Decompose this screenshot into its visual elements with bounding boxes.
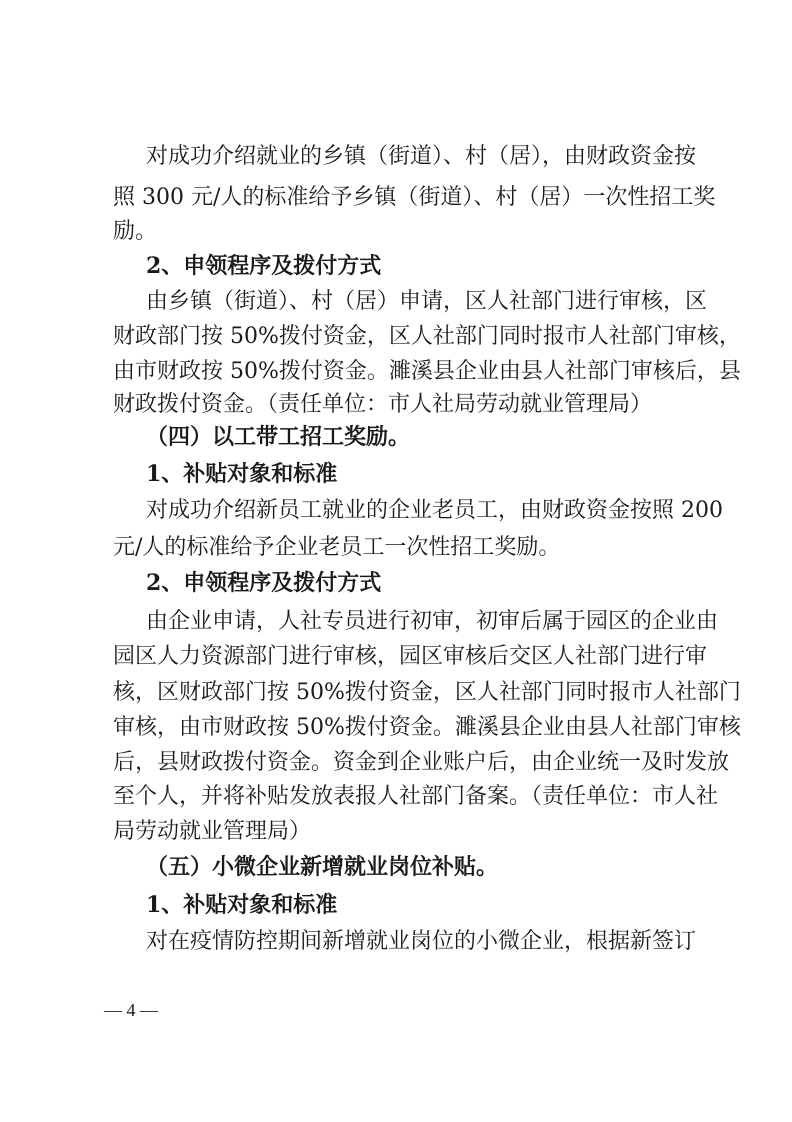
paragraph-line: 由乡镇（街道）、村（居）申请，区人社部门进行审核，区	[146, 289, 708, 314]
paragraph-line: 元/人的标准给予企业老员工一次性招工奖励。	[113, 535, 561, 560]
paragraph-line: 对成功介绍新员工就业的企业老员工，由财政资金按照 200	[146, 498, 723, 523]
paragraph-line: 由企业申请，人社专员进行初审，初审后属于园区的企业由	[146, 609, 719, 634]
paragraph-line: 励。	[113, 219, 158, 244]
paragraph-line: 核，区财政部门按 50%拨付资金，区人社部门同时报市人社部门	[113, 680, 741, 705]
paragraph-line: 对在疫情防控期间新增就业岗位的小微企业，根据新签订	[146, 929, 697, 954]
paragraph-line: 审核，由市财政按 50%拨付资金。濉溪县企业由县人社部门审核	[113, 715, 741, 740]
section-heading: （四）以工带工招工奖励。	[146, 424, 411, 450]
paragraph-line: 局劳动就业管理局）	[113, 819, 312, 844]
paragraph-line: 财政拨付资金。（责任单位：市人社局劳动就业管理局）	[113, 392, 653, 417]
section-heading: 2、申领程序及拨付方式	[146, 253, 382, 279]
paragraph-line: 财政部门按 50%拨付资金，区人社部门同时报市人社部门审核，	[113, 324, 741, 349]
paragraph-line: 园区人力资源部门进行审核，园区审核后交区人社部门进行审	[113, 644, 708, 669]
paragraph-line: 后，县财政拨付资金。资金到企业账户后，由企业统一及时发放	[113, 750, 730, 775]
paragraph-line: 对成功介绍就业的乡镇（街道）、村（居），由财政资金按	[146, 144, 697, 169]
section-heading: 2、申领程序及拨付方式	[146, 570, 382, 596]
paragraph-line: 至个人，并将补贴发放表报人社部门备案。（责任单位：市人社	[113, 784, 719, 809]
section-heading: 1、补贴对象和标准	[146, 461, 338, 487]
paragraph-line: 照 300 元/人的标准给予乡镇（街道）、村（居）一次性招工奖	[113, 185, 716, 210]
paragraph-line: 由市财政按 50%拨付资金。濉溪县企业由县人社部门审核后，县	[113, 359, 741, 384]
page-number: — 4 —	[104, 1000, 158, 1020]
section-heading: 1、补贴对象和标准	[146, 892, 338, 918]
section-heading: （五）小微企业新增就业岗位补贴。	[146, 854, 499, 880]
